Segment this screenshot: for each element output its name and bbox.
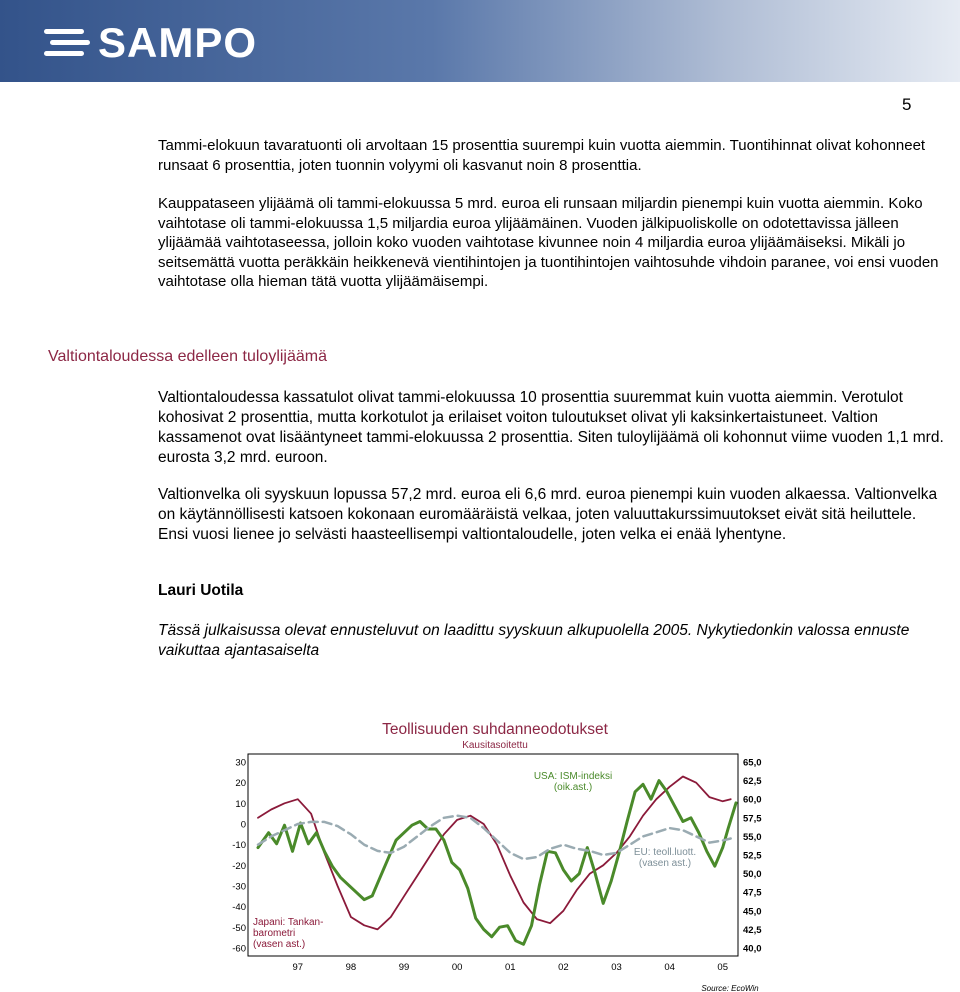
x-tick-label: 97	[292, 962, 304, 973]
y-axis-right	[743, 758, 762, 955]
y-right-tick-label: 42,5	[743, 924, 762, 936]
y-right-tick-label: 50,0	[743, 869, 762, 881]
y-right-tick-label: 57,5	[743, 813, 762, 825]
sampo-logo-icon	[42, 23, 92, 63]
x-tick-label: 01	[504, 962, 516, 973]
y-left-tick-label: 10	[235, 798, 246, 810]
header-band	[0, 0, 960, 82]
y-right-tick-label: 62,5	[743, 776, 762, 788]
series-label: (vasen ast.)	[253, 939, 306, 950]
section-heading: Valtiontaloudessa edelleen tuloylijäämä	[48, 348, 327, 365]
paragraph-imports: Tammi-elokuun tavaratuonti oli arvoltaan 15 prosenttia suurempi kuin vuotta aiemmin. Tuontihinnat olivat kohonneet runsaat 6 prosenttia, joten tuonnin volyymi oli kasvanut noin 8 prosenttia.	[158, 137, 926, 174]
y-right-tick-label: 65,0	[743, 757, 762, 769]
paragraph-state-debt: Valtionvelka oli syyskuun lopussa 57,2 mrd. euroa eli 6,6 mrd. euroa pienempi kuin vuoden alkaessa. Valtionvelka on käytännöllisesti katsoen kokonaan euromääräistä velkaa, joten valuuttakurssimuutokset eivät sitä heiluttele. Ensi vuosi lienee jo selvästi haasteellisempi valtiontaloudelle, joten velka ei enää lyhentyne.	[158, 486, 938, 543]
y-left-tick-label: -20	[232, 860, 246, 872]
series-label: (oik.ast.)	[553, 782, 593, 793]
forecast-note: Tässä julkaisussa olevat ennusteluvut on laadittu syyskuun alkupuolella 2005. Nykytiedonkin valossa ennuste vaikuttaa ajantasaiselta	[158, 622, 910, 659]
chart-subtitle: Kausitasoitettu	[462, 740, 528, 751]
y-left-tick-label: 20	[235, 778, 246, 790]
series-label: Japani: Tankan-	[253, 917, 324, 928]
paragraph-trade-balance: Kauppataseen ylijäämä oli tammi-elokuussa 5 mrd. euroa eli runsaan miljardin pienempi kuin vuotta aiemmin. Koko vaihtotase oli tammi-elokuussa 1,5 miljardia euroa ylijäämäinen. Vuoden jälkipuoliskolle on odotettavissa jälleen ylijäämää vaihtotaseessa, jolloin koko vuoden vaihtotase kivunnee noin 4 miljardia euroa ylijäämäiseksi. Mikäli jo seitsemättä vuotta peräkkäin heikkenevä vientihintojen ja tuontihintojen vaihtosuhde vihdoin paranee, voi ensi vuoden vaihtotase olla hieman tätä vuotta ylijäämäisempi.	[158, 195, 939, 290]
author-name: Lauri Uotila	[158, 582, 244, 599]
x-tick-label: 03	[611, 962, 622, 973]
series-label: EU: teoll.luott.	[633, 847, 697, 858]
paragraph-state-finance: Valtiontaloudessa kassatulot olivat tammi-elokuussa 10 prosenttia suuremmat kuin vuotta aiemmin. Verotulot kohosivat 2 prosenttia, mutta korkotulot ja erilaiset voiton tuloutukset olivat yli kaksinkertaistuneet. Valtion kassamenot ovat lisääntyneet tammi-elokuussa 2 prosenttia. Siten tuloylijäämä oli kohonnut viime vuoden 1,1 mrd. eurosta 3,2 mrd. euroon.	[158, 389, 944, 466]
series-label: barometri	[253, 928, 296, 939]
y-right-tick-label: 60,0	[743, 794, 762, 806]
y-left-tick-label: -10	[232, 840, 246, 852]
logo-text: SAMPO	[98, 19, 258, 66]
sampo-logo	[42, 19, 258, 66]
y-left-tick-label: -40	[232, 902, 246, 914]
series-label: (vasen ast.)	[638, 858, 692, 869]
page-number: 5	[902, 95, 912, 114]
industry-outlook-chart	[220, 710, 780, 992]
y-axis-left	[232, 758, 246, 955]
x-tick-label: 98	[345, 962, 357, 973]
y-right-tick-label: 40,0	[743, 943, 762, 955]
y-left-tick-label: -50	[232, 922, 246, 934]
y-right-tick-label: 47,5	[743, 887, 762, 899]
x-tick-label: 05	[717, 962, 729, 973]
chart-title: Teollisuuden suhdanneodotukset	[382, 721, 608, 738]
x-tick-label: 99	[398, 962, 410, 973]
y-right-tick-label: 55,0	[743, 831, 762, 843]
y-left-tick-label: 30	[235, 757, 246, 769]
y-left-tick-label: -60	[232, 943, 246, 955]
y-right-tick-label: 45,0	[743, 906, 762, 918]
x-tick-label: 02	[558, 962, 569, 973]
x-axis	[293, 962, 728, 973]
x-tick-label: 00	[451, 962, 463, 973]
series-label: USA: ISM-indeksi	[533, 771, 613, 782]
y-left-tick-label: 0	[240, 819, 246, 831]
chart-source: Source: EcoWin	[701, 984, 759, 992]
x-tick-label: 04	[664, 962, 675, 973]
y-right-tick-label: 52,5	[743, 850, 762, 862]
y-left-tick-label: -30	[232, 881, 246, 893]
